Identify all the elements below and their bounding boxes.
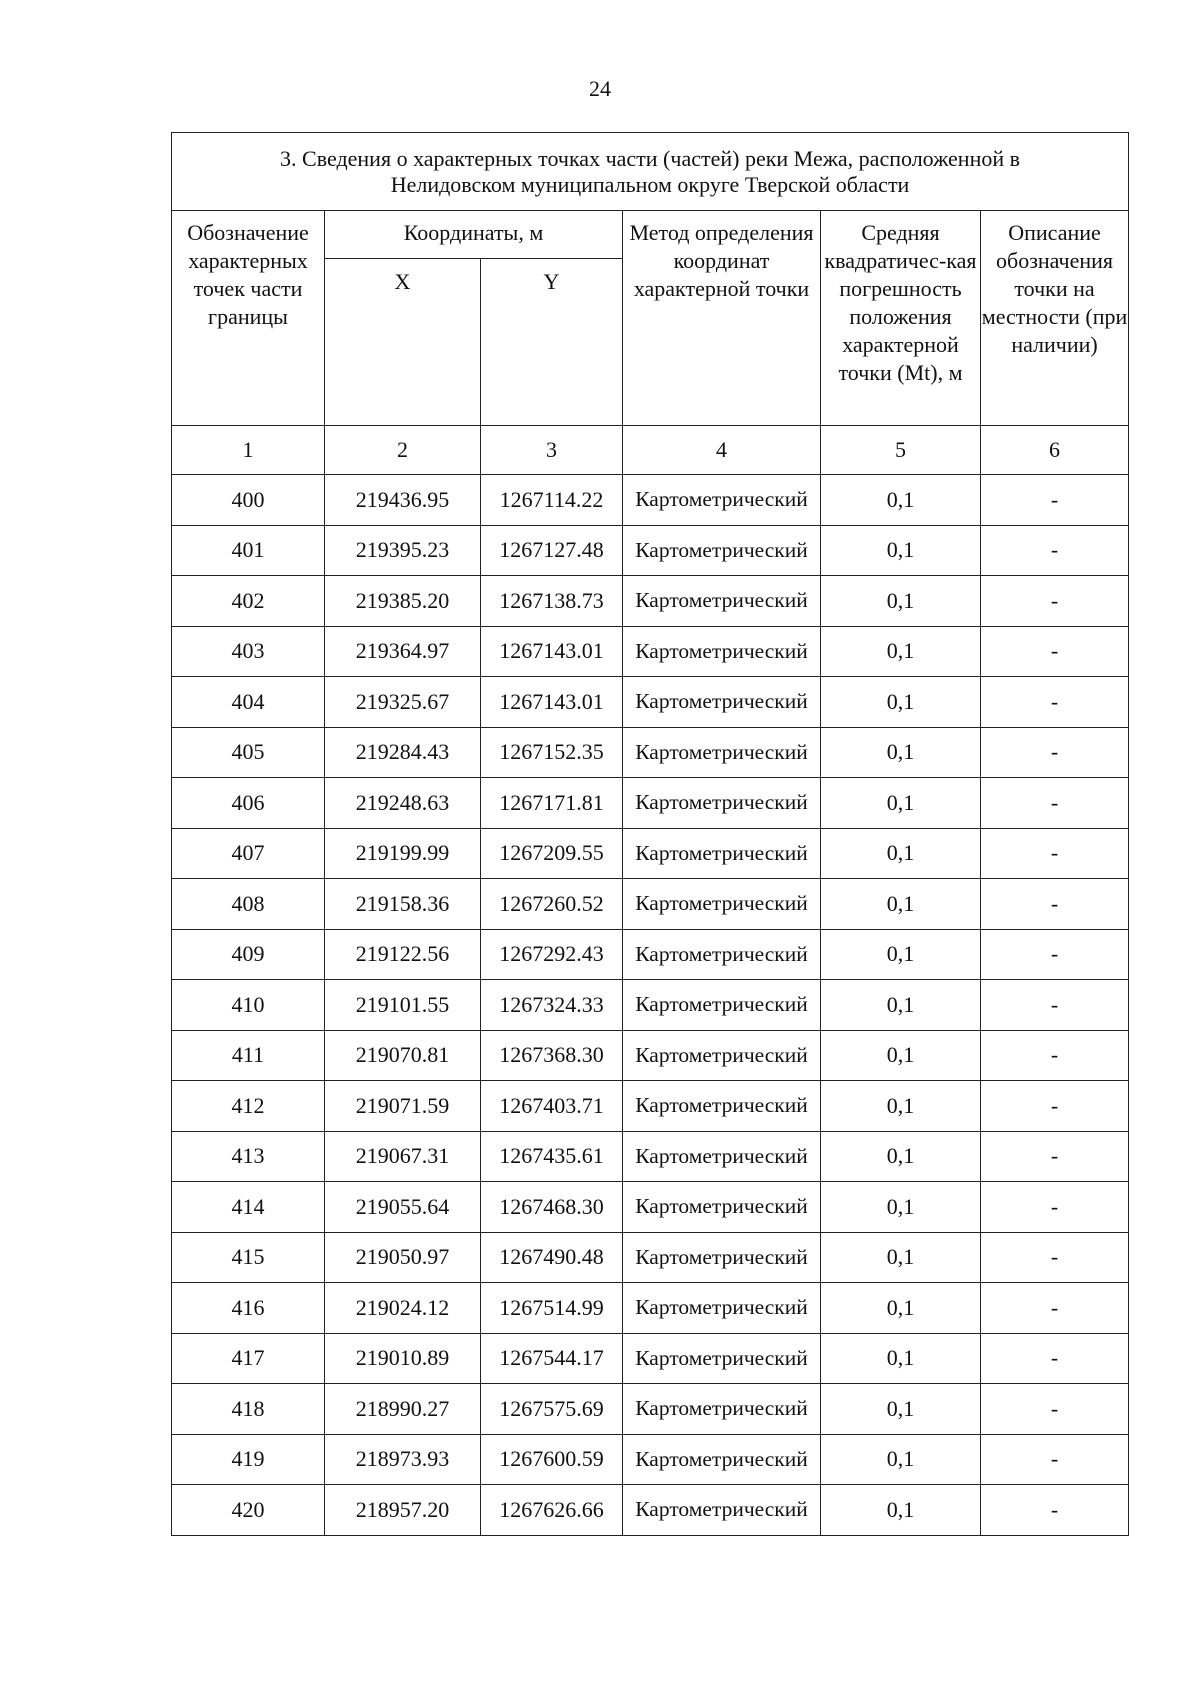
method-cell: Картометрический xyxy=(623,778,821,829)
x-coordinate-cell: 219325.67 xyxy=(325,677,481,728)
y-coordinate-cell: 1267600.59 xyxy=(481,1434,623,1485)
x-coordinate-cell: 218990.27 xyxy=(325,1384,481,1435)
mean-error-cell: 0,1 xyxy=(821,525,981,576)
description-cell: - xyxy=(981,475,1129,526)
description-cell: - xyxy=(981,1232,1129,1283)
mean-error-cell: 0,1 xyxy=(821,1434,981,1485)
y-coordinate-cell: 1267468.30 xyxy=(481,1182,623,1233)
column-number: 6 xyxy=(981,426,1129,475)
header-x: X xyxy=(325,259,481,426)
point-number-cell: 406 xyxy=(172,778,325,829)
description-cell: - xyxy=(981,879,1129,930)
x-coordinate-cell: 219024.12 xyxy=(325,1283,481,1334)
description-cell: - xyxy=(981,1081,1129,1132)
table-row xyxy=(172,1333,1129,1384)
description-cell: - xyxy=(981,929,1129,980)
method-cell: Картометрический xyxy=(623,879,821,930)
header-method: Метод определения координат характерной точки xyxy=(623,211,821,426)
point-number-cell: 407 xyxy=(172,828,325,879)
y-coordinate-cell: 1267260.52 xyxy=(481,879,623,930)
table-row xyxy=(172,980,1129,1031)
table-row xyxy=(172,1131,1129,1182)
x-coordinate-cell: 218957.20 xyxy=(325,1485,481,1536)
method-cell: Картометрический xyxy=(623,1182,821,1233)
mean-error-cell: 0,1 xyxy=(821,1283,981,1334)
method-cell: Картометрический xyxy=(623,1081,821,1132)
header-description: Описание обозначения точки на местности (при наличии) xyxy=(981,211,1129,426)
mean-error-cell: 0,1 xyxy=(821,1081,981,1132)
table-row xyxy=(172,828,1129,879)
point-number-cell: 411 xyxy=(172,1030,325,1081)
mean-error-cell: 0,1 xyxy=(821,1232,981,1283)
description-cell: - xyxy=(981,828,1129,879)
column-number: 3 xyxy=(481,426,623,475)
mean-error-cell: 0,1 xyxy=(821,1182,981,1233)
mean-error-cell: 0,1 xyxy=(821,879,981,930)
x-coordinate-cell: 219067.31 xyxy=(325,1131,481,1182)
mean-error-cell: 0,1 xyxy=(821,980,981,1031)
x-coordinate-cell: 219122.56 xyxy=(325,929,481,980)
x-coordinate-cell: 219199.99 xyxy=(325,828,481,879)
y-coordinate-cell: 1267127.48 xyxy=(481,525,623,576)
column-number: 1 xyxy=(172,426,325,475)
mean-error-cell: 0,1 xyxy=(821,1131,981,1182)
method-cell: Картометрический xyxy=(623,626,821,677)
point-number-cell: 418 xyxy=(172,1384,325,1435)
description-cell: - xyxy=(981,1131,1129,1182)
table-row xyxy=(172,576,1129,627)
point-number-cell: 400 xyxy=(172,475,325,526)
mean-error-cell: 0,1 xyxy=(821,1333,981,1384)
point-number-cell: 409 xyxy=(172,929,325,980)
description-cell: - xyxy=(981,727,1129,778)
y-coordinate-cell: 1267143.01 xyxy=(481,626,623,677)
point-number-cell: 403 xyxy=(172,626,325,677)
point-number-cell: 402 xyxy=(172,576,325,627)
x-coordinate-cell: 219101.55 xyxy=(325,980,481,1031)
y-coordinate-cell: 1267368.30 xyxy=(481,1030,623,1081)
mean-error-cell: 0,1 xyxy=(821,626,981,677)
table-row xyxy=(172,1232,1129,1283)
y-coordinate-cell: 1267114.22 xyxy=(481,475,623,526)
description-cell: - xyxy=(981,626,1129,677)
table-row xyxy=(172,727,1129,778)
method-cell: Картометрический xyxy=(623,1030,821,1081)
table-row xyxy=(172,929,1129,980)
description-cell: - xyxy=(981,1434,1129,1485)
mean-error-cell: 0,1 xyxy=(821,475,981,526)
y-coordinate-cell: 1267403.71 xyxy=(481,1081,623,1132)
table-caption-line-1: 3. Сведения о характерных точках части (частей) реки Межа, расположенной в xyxy=(280,145,1021,171)
column-number: 5 xyxy=(821,426,981,475)
y-coordinate-cell: 1267626.66 xyxy=(481,1485,623,1536)
point-number-cell: 419 xyxy=(172,1434,325,1485)
point-number-cell: 414 xyxy=(172,1182,325,1233)
table-row xyxy=(172,1283,1129,1334)
y-coordinate-cell: 1267143.01 xyxy=(481,677,623,728)
table-caption xyxy=(172,133,1129,211)
description-cell: - xyxy=(981,677,1129,728)
table-row xyxy=(172,525,1129,576)
x-coordinate-cell: 219158.36 xyxy=(325,879,481,930)
point-number-cell: 416 xyxy=(172,1283,325,1334)
point-number-cell: 404 xyxy=(172,677,325,728)
table-caption-line-2: Нелидовском муниципальном округе Тверской области xyxy=(390,171,910,197)
y-coordinate-cell: 1267490.48 xyxy=(481,1232,623,1283)
method-cell: Картометрический xyxy=(623,1131,821,1182)
table-row xyxy=(172,1081,1129,1132)
table-row xyxy=(172,677,1129,728)
point-number-cell: 401 xyxy=(172,525,325,576)
point-number-cell: 412 xyxy=(172,1081,325,1132)
x-coordinate-cell: 219055.64 xyxy=(325,1182,481,1233)
mean-error-cell: 0,1 xyxy=(821,1030,981,1081)
y-coordinate-cell: 1267544.17 xyxy=(481,1333,623,1384)
table-row xyxy=(172,1182,1129,1233)
x-coordinate-cell: 219395.23 xyxy=(325,525,481,576)
method-cell: Картометрический xyxy=(623,677,821,728)
column-number: 2 xyxy=(325,426,481,475)
y-coordinate-cell: 1267575.69 xyxy=(481,1384,623,1435)
table-row xyxy=(172,1434,1129,1485)
point-number-cell: 420 xyxy=(172,1485,325,1536)
description-cell: - xyxy=(981,980,1129,1031)
x-coordinate-cell: 219070.81 xyxy=(325,1030,481,1081)
y-coordinate-cell: 1267171.81 xyxy=(481,778,623,829)
point-number-cell: 415 xyxy=(172,1232,325,1283)
y-coordinate-cell: 1267152.35 xyxy=(481,727,623,778)
description-cell: - xyxy=(981,1333,1129,1384)
description-cell: - xyxy=(981,525,1129,576)
method-cell: Картометрический xyxy=(623,576,821,627)
x-coordinate-cell: 219071.59 xyxy=(325,1081,481,1132)
point-number-cell: 417 xyxy=(172,1333,325,1384)
table-row xyxy=(172,626,1129,677)
mean-error-cell: 0,1 xyxy=(821,727,981,778)
method-cell: Картометрический xyxy=(623,1283,821,1334)
y-coordinate-cell: 1267435.61 xyxy=(481,1131,623,1182)
method-cell: Картометрический xyxy=(623,1384,821,1435)
mean-error-cell: 0,1 xyxy=(821,1384,981,1435)
mean-error-cell: 0,1 xyxy=(821,576,981,627)
method-cell: Картометрический xyxy=(623,1485,821,1536)
table-row xyxy=(172,1384,1129,1435)
method-cell: Картометрический xyxy=(623,1333,821,1384)
method-cell: Картометрический xyxy=(623,1232,821,1283)
mean-error-cell: 0,1 xyxy=(821,1485,981,1536)
description-cell: - xyxy=(981,1485,1129,1536)
x-coordinate-cell: 219050.97 xyxy=(325,1232,481,1283)
description-cell: - xyxy=(981,1182,1129,1233)
header-coordinates: Координаты, м xyxy=(325,211,623,259)
page-number: 24 xyxy=(589,76,611,101)
y-coordinate-cell: 1267292.43 xyxy=(481,929,623,980)
y-coordinate-cell: 1267514.99 xyxy=(481,1283,623,1334)
header-mean-error: Средняя квадратичес-кая погрешность положения характерной точки (Mt), м xyxy=(821,211,981,426)
method-cell: Картометрический xyxy=(623,525,821,576)
description-cell: - xyxy=(981,1283,1129,1334)
x-coordinate-cell: 219248.63 xyxy=(325,778,481,829)
mean-error-cell: 0,1 xyxy=(821,929,981,980)
x-coordinate-cell: 219010.89 xyxy=(325,1333,481,1384)
description-cell: - xyxy=(981,1030,1129,1081)
method-cell: Картометрический xyxy=(623,828,821,879)
point-number-cell: 408 xyxy=(172,879,325,930)
table-row xyxy=(172,879,1129,930)
x-coordinate-cell: 219364.97 xyxy=(325,626,481,677)
table-row xyxy=(172,1485,1129,1536)
mean-error-cell: 0,1 xyxy=(821,828,981,879)
method-cell: Картометрический xyxy=(623,727,821,778)
header-point-designation: Обозначение характерных точек части границы xyxy=(172,211,325,426)
x-coordinate-cell: 218973.93 xyxy=(325,1434,481,1485)
mean-error-cell: 0,1 xyxy=(821,677,981,728)
x-coordinate-cell: 219436.95 xyxy=(325,475,481,526)
description-cell: - xyxy=(981,1384,1129,1435)
column-number: 4 xyxy=(623,426,821,475)
characteristic-points-table xyxy=(171,132,1129,1536)
description-cell: - xyxy=(981,576,1129,627)
method-cell: Картометрический xyxy=(623,475,821,526)
mean-error-cell: 0,1 xyxy=(821,778,981,829)
y-coordinate-cell: 1267138.73 xyxy=(481,576,623,627)
method-cell: Картометрический xyxy=(623,1434,821,1485)
y-coordinate-cell: 1267209.55 xyxy=(481,828,623,879)
table-row xyxy=(172,475,1129,526)
header-y: Y xyxy=(481,259,623,426)
y-coordinate-cell: 1267324.33 xyxy=(481,980,623,1031)
method-cell: Картометрический xyxy=(623,929,821,980)
point-number-cell: 413 xyxy=(172,1131,325,1182)
x-coordinate-cell: 219385.20 xyxy=(325,576,481,627)
x-coordinate-cell: 219284.43 xyxy=(325,727,481,778)
table-row xyxy=(172,778,1129,829)
table-row xyxy=(172,1030,1129,1081)
point-number-cell: 410 xyxy=(172,980,325,1031)
method-cell: Картометрический xyxy=(623,980,821,1031)
description-cell: - xyxy=(981,778,1129,829)
point-number-cell: 405 xyxy=(172,727,325,778)
